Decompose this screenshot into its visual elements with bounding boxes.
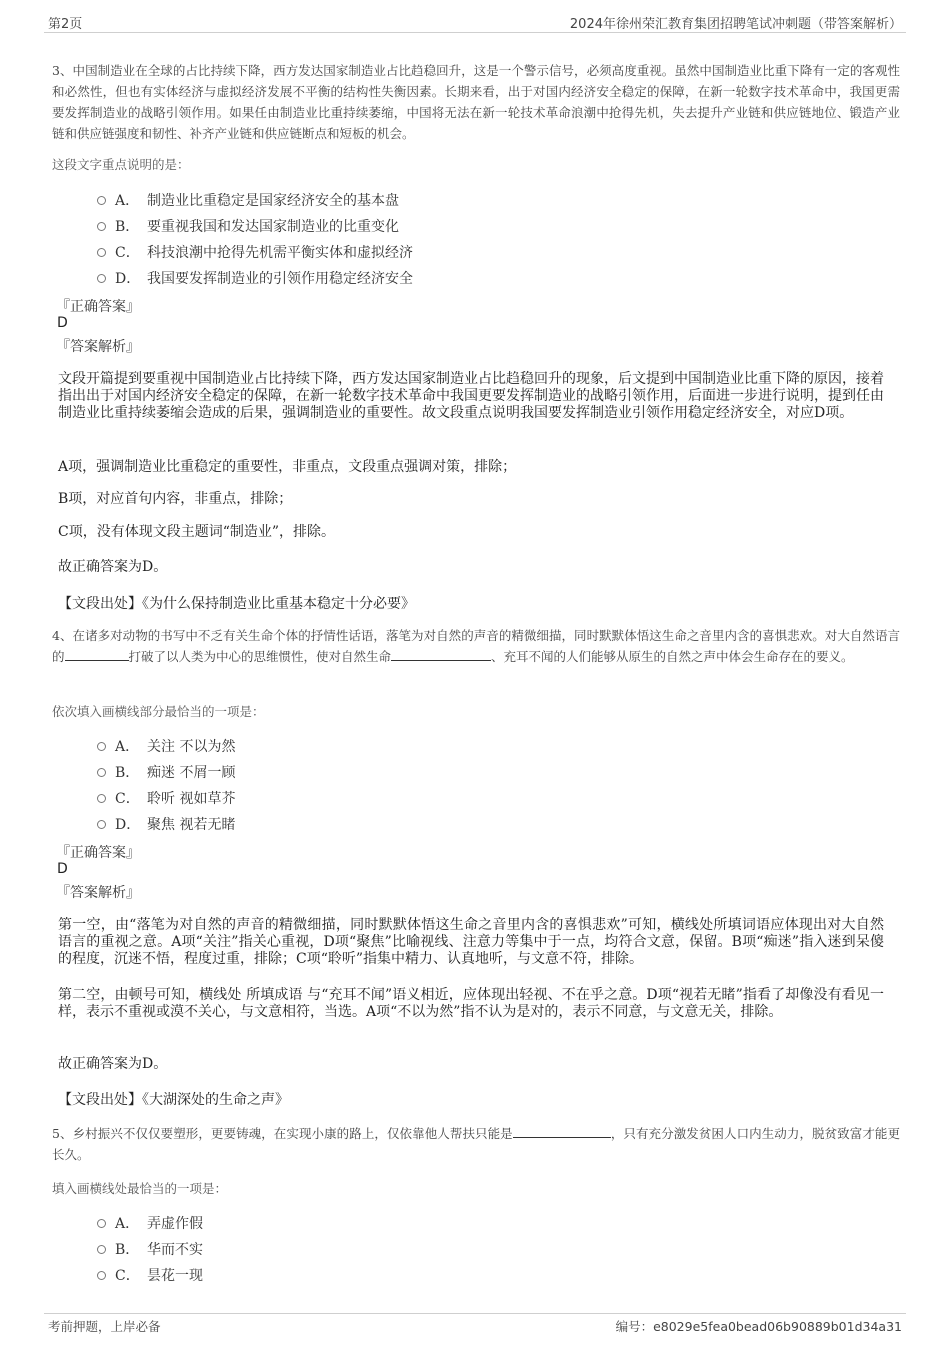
question-4-prompt: 依次填入画横线部分最恰当的一项是： [52,704,265,719]
question-text-part: ，只有充分激发贫困人口内生动力，脱贫致富才能更长久。 [52,1126,900,1162]
option-letter: B． [115,765,140,781]
radio-icon[interactable] [97,768,106,777]
question-3-options [97,187,413,291]
option-text: 痴迷 不屑一顾 [147,765,236,781]
option-text: 聚焦 视若无睹 [147,817,236,833]
option-letter: B． [115,219,140,235]
page-header [44,10,906,33]
analysis-label: 『答案解析』 [56,339,140,355]
option-letter: A． [115,739,140,755]
question-3-text: 3、中国制造业在全球的占比持续下降，西方发达国家制造业占比趋稳回升，这是一个警示信号，必须高度重视。虽然中国制造业比重下降有一定的客观性和必然性，但也有实体经济与虚拟经济发展不平衡的结构性失衡因素。长期来看，出于对国内经济安全稳定的保障，在新一轮数字技术革命中，我国更需要发挥制造业的战略引领作用。如果任由制造业比重持续萎缩，中国将无法在新一轮技术革命浪潮中抢得先机，失去提升产业链和供应链地位、锻造产业链和供应链强度和韧性、补齐产业链和供应链断点和短板的机会。 [52,63,900,141]
radio-icon[interactable] [97,1245,106,1254]
option-letter: D． [115,817,141,833]
question-5-options [97,1210,203,1288]
question-5-text [52,1123,900,1165]
radio-icon[interactable] [97,794,106,803]
option-letter: C． [115,1268,140,1284]
option-item[interactable] [97,187,413,213]
radio-icon[interactable] [97,248,106,257]
analysis-paragraph: 第一空，由“落笔为对自然的声音的精微细描，同时默默体悟这生命之音里内含的喜惧悲欢”可知，横线处所填词语应体现出对大自然语言的重视之意。A项“关注”指关心重视，D项“聚焦”比喻视线、注意力等集中于一点，均符合文意，保留。B项“痴迷”指入迷到呆傻的程度，沉迷不悟，程度过重，排除；C项“聆听”指集中精力、认真地听，与文意不符，排除。 [58,917,884,967]
fill-blank [513,1124,611,1138]
answer-value: D [57,861,68,877]
question-5-prompt-block [52,1179,900,1197]
option-text: 制造业比重稳定是国家经济安全的基本盘 [147,193,399,209]
option-item[interactable] [97,239,413,265]
option-item[interactable] [97,265,413,291]
option-letter: B． [115,1242,140,1258]
document-title: 2024年徐州荣汇教育集团招聘笔试冲刺题（带答案解析） [569,17,902,32]
answer-value: D [57,315,68,331]
analysis-paragraph: 文段开篇提到要重视中国制造业占比持续下降，西方发达国家制造业占比趋稳回升的现象，后文提到中国制造业比重下降的原因，接着指出出于对国内经济安全稳定的保障，在新一轮数字技术革命中我国更要发挥制造业的战略引领作用，后面进一步进行说明，提到任由制造业比重持续萎缩会造成的后果，强调制造业的重要性。故文段重点说明我国要发挥制造业引领作用稳定经济安全，对应D项。 [58,371,884,421]
answer-label: 『正确答案』 [56,299,140,315]
option-text: 昙花一现 [147,1268,203,1284]
option-item[interactable] [97,811,235,837]
source-citation: 【文段出处】《为什么保持制造业比重基本稳定十分必要》 [58,596,415,612]
question-4-prompt-block [52,702,900,720]
question-3-text-block [52,60,900,144]
radio-icon[interactable] [97,820,106,829]
analysis-label: 『答案解析』 [56,885,140,901]
analysis-paragraph: 故正确答案为D。 [58,559,168,575]
question-4-options [97,733,235,837]
option-item[interactable] [97,759,235,785]
analysis-paragraph: 第二空，由顿号可知，横线处 所填成语 与“充耳不闻”语义相近，应体现出轻视、不在乎之意。D项“视若无睹”指看了却像没有看见一样，表示不重视或漠不关心，与文意相符，当选。A项“不以为然”指不认为是对的，表示不同意，与文意无关，排除。 [58,987,884,1020]
fill-blank [391,647,491,661]
question-3-prompt: 这段文字重点说明的是： [52,157,190,172]
option-text: 聆听 视如草芥 [147,791,236,807]
option-item[interactable] [97,733,235,759]
option-letter: C． [115,791,140,807]
option-item[interactable] [97,1210,203,1236]
question-5-text-block [52,1123,900,1165]
radio-icon[interactable] [97,1271,106,1280]
footer-slogan: 考前押题，上岸必备 [48,1319,161,1334]
radio-icon[interactable] [97,196,106,205]
analysis-paragraph: 故正确答案为D。 [58,1056,168,1072]
radio-icon[interactable] [97,274,106,283]
page-number: 第2页 [48,17,83,32]
radio-icon[interactable] [97,222,106,231]
question-5-prompt: 填入画横线处最恰当的一项是： [52,1181,228,1196]
analysis-paragraph: A项，强调制造业比重稳定的重要性，非重点，文段重点强调对策，排除； [58,459,517,475]
source-citation: 【文段出处】《大湖深处的生命之声》 [58,1092,289,1108]
code-value: e8029e5fea0bead06b90889b01d34a31 [653,1319,902,1334]
option-text: 要重视我国和发达国家制造业的比重变化 [147,219,399,235]
question-text-part: 打破了以人类为中心的思维惯性，使对自然生命 [128,649,392,664]
option-letter: A． [115,1216,140,1232]
analysis-paragraph: B项，对应首句内容，非重点，排除； [58,491,293,507]
option-letter: C． [115,245,140,261]
answer-label: 『正确答案』 [56,845,140,861]
page-footer [44,1313,906,1336]
document-code [616,1317,902,1335]
option-text: 弄虚作假 [147,1216,203,1232]
question-4-text-block [52,625,900,667]
option-letter: A． [115,193,140,209]
question-3-prompt-block [52,155,900,173]
radio-icon[interactable] [97,1219,106,1228]
question-text-part: 、充耳不闻的人们能够从原生的自然之声中体会生命存在的要义。 [491,649,854,664]
analysis-paragraph: C项，没有体现文段主题词“制造业”，排除。 [58,524,336,540]
code-label: 编号： [615,1319,654,1334]
option-text: 华而不实 [147,1242,203,1258]
fill-blank [65,647,129,661]
option-item[interactable] [97,785,235,811]
radio-icon[interactable] [97,742,106,751]
question-text-part: 4、在诸多对动物的书写中不乏有关生命个体的抒情性话语，落笔为对自然的声音的精微细描，同时默默体悟这生命之音里内含的喜惧悲欢。对大自然语言的 [52,628,900,664]
option-text: 我国要发挥制造业的引领作用稳定经济安全 [147,271,413,287]
option-item[interactable] [97,1236,203,1262]
option-letter: D． [115,271,141,287]
question-4-text [52,625,900,667]
option-text: 科技浪潮中抢得先机需平衡实体和虚拟经济 [147,245,413,261]
option-item[interactable] [97,213,413,239]
question-text-part: 5、乡村振兴不仅仅要塑形，更要铸魂，在实现小康的路上，仅依靠他人帮扶只能是 [52,1126,513,1141]
option-text: 关注 不以为然 [147,739,236,755]
option-item[interactable] [97,1262,203,1288]
